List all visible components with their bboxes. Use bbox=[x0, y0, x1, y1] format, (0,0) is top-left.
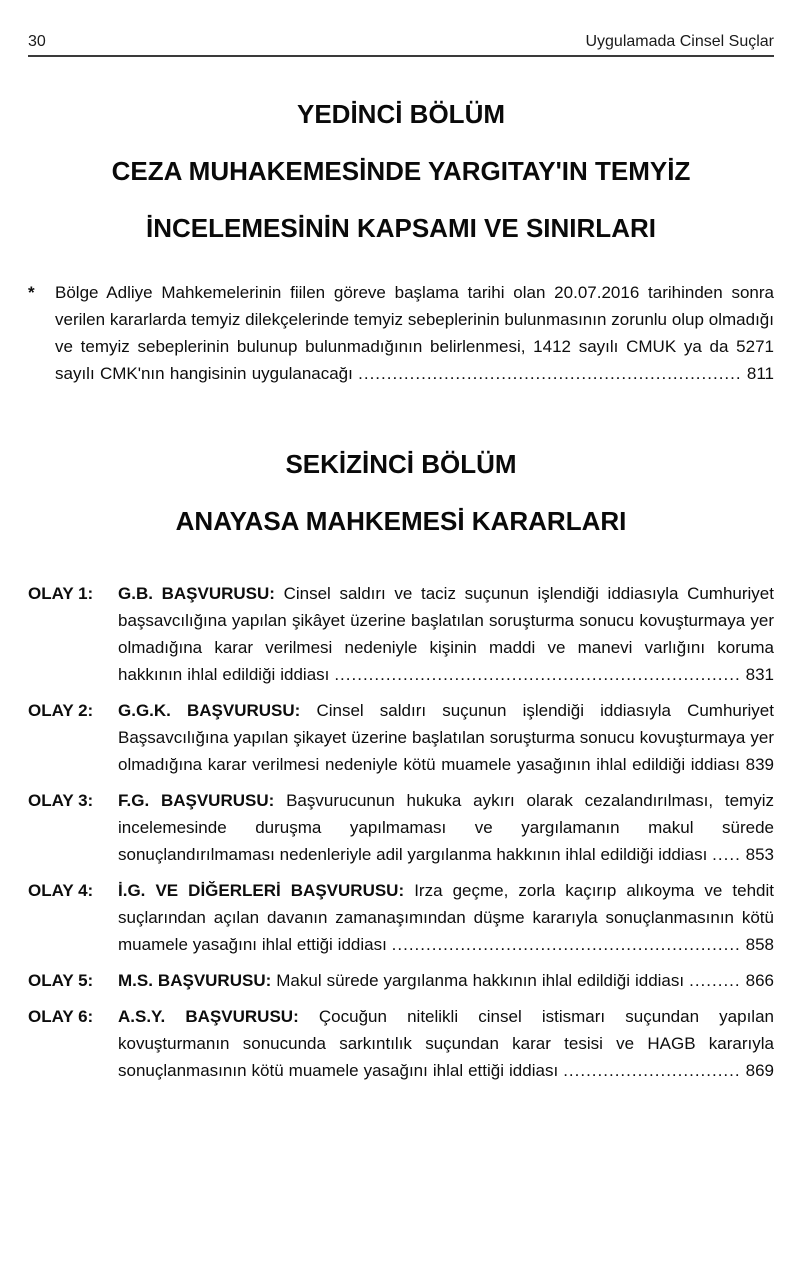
entry-marker: * bbox=[28, 283, 35, 302]
dot-leader: ............................................................. bbox=[391, 935, 741, 954]
chapter-title-line: SEKİZİNCİ BÖLÜM bbox=[285, 449, 517, 479]
entry-page-number: 853 bbox=[745, 845, 774, 864]
entry-lead: A.S.Y. BAŞVURUSU: bbox=[118, 1007, 299, 1026]
entry-page-number: 831 bbox=[745, 665, 774, 684]
entry-body bbox=[118, 697, 774, 778]
dot-leader: ......... bbox=[689, 971, 741, 990]
entry-text: Başvurucunun hukuka aykırı olarak cezalandırılması, temyiz incelemesinde duruşma yapılmaması ve yargılamanın makul sürede sonuçlandırılmaması nedenleriyle adil yargılanma hakkının ihlal edildiği iddiası bbox=[118, 791, 774, 864]
chapter-title-line: ANAYASA MAHKEMESİ KARARLARI bbox=[175, 506, 627, 536]
entry-body bbox=[118, 877, 774, 958]
chapter-title-line: YEDİNCİ BÖLÜM bbox=[297, 99, 505, 129]
chapter-seven-heading bbox=[28, 99, 774, 243]
chapter-eight-toc bbox=[28, 580, 774, 1084]
entry-body bbox=[118, 1003, 774, 1084]
toc-entry bbox=[28, 580, 774, 688]
entry-page-number: 858 bbox=[745, 935, 774, 954]
entry-page-number: 869 bbox=[745, 1061, 774, 1080]
entry-page-number: 839 bbox=[745, 755, 774, 774]
toc-entry bbox=[28, 787, 774, 868]
entry-body bbox=[118, 787, 774, 868]
entry-label: OLAY 6: bbox=[28, 1007, 94, 1026]
entry-label: OLAY 2: bbox=[28, 701, 94, 720]
entry-text: Makul sürede yargılanma hakkının ihlal edildiği iddiası bbox=[276, 971, 685, 990]
toc-entry bbox=[28, 877, 774, 958]
entry-lead: M.S. BAŞVURUSU: bbox=[118, 971, 272, 990]
entry-page-number: 811 bbox=[746, 364, 774, 383]
entry-body bbox=[55, 279, 774, 387]
entry-label: OLAY 1: bbox=[28, 584, 94, 603]
entry-label: OLAY 3: bbox=[28, 791, 94, 810]
dot-leader: ................................................................... bbox=[358, 364, 742, 383]
chapter-eight-heading bbox=[28, 449, 774, 536]
dot-leader: ..... bbox=[712, 845, 741, 864]
chapter-title-line: CEZA MUHAKEMESİNDE YARGITAY'IN TEMYİZ bbox=[111, 156, 691, 186]
entry-label: OLAY 5: bbox=[28, 971, 94, 990]
entry-text: Irza geçme, zorla kaçırıp alıkoyma ve tehdit suçlarından açılan davanın zamanaşımından düşme kararıyla sonuçlanmasının kötü muamele yasağını ihlal ettiği iddiası bbox=[118, 881, 775, 954]
folio-page-number: 30 bbox=[28, 33, 46, 50]
page-header bbox=[28, 32, 774, 52]
entry-label: OLAY 4: bbox=[28, 881, 94, 900]
entry-body bbox=[118, 967, 774, 994]
entry-lead: G.G.K. BAŞVURUSU: bbox=[118, 701, 301, 720]
toc-entry bbox=[28, 279, 774, 387]
toc-entry bbox=[28, 967, 774, 994]
entry-lead: G.B. BAŞVURUSU: bbox=[118, 584, 275, 603]
chapter-title-line: İNCELEMESİNİN KAPSAMI VE SINIRLARI bbox=[146, 213, 656, 243]
running-title: Uygulamada Cinsel Suçlar bbox=[585, 33, 774, 50]
dot-leader: ............................... bbox=[563, 1061, 741, 1080]
header-rule bbox=[28, 55, 774, 57]
entry-text: Cinsel saldırı ve taciz suçunun işlendiği iddiasıyla Cumhuriyet başsavcılığına yapılan şikâyet üzerine başlatılan soruşturma sonucu kovuşturmaya yer olmadığına karar verilmesi nedeniyle kişinin maddi ve manevi varlığını koruma hakkının ihlal edildiği iddiası bbox=[118, 584, 774, 684]
entry-page-number: 866 bbox=[745, 971, 774, 990]
entry-text: Bölge Adliye Mahkemelerinin fiilen göreve başlama tarihi olan 20.07.2016 tarihinden sonra verilen kararlarda temyiz dilekçelerinde temyiz sebeplerinin bulunmasının zorunlu olup olmadığı ve temyiz sebeplerinin bulunup bulunmadığının belirlenmesi, 1412 sayılı CMUK ya da 5271 sayılı CMK'nın hangisinin uygulanacağı bbox=[55, 283, 774, 383]
entry-text: Çocuğun nitelikli cinsel istismarı suçundan yapılan kovuşturmanın sonucunda sarkıntılık suçundan karar tesisi ve HAGB kararıyla sonuçlanmasının kötü muamele yasağını ihlal ettiği iddiası bbox=[118, 1007, 774, 1080]
entry-text: Cinsel saldırı suçunun işlendiği iddiasıyla Cumhuriyet Başsavcılığına yapılan şikayet üzerine başlatılan soruşturma sonucu kovuşturmaya yer olmadığına karar verilmesi nedeniyle kötü muamele yasağının ihlal edildiği iddiası bbox=[118, 701, 774, 774]
entry-lead: F.G. BAŞVURUSU: bbox=[118, 791, 275, 810]
entry-lead: İ.G. VE DİĞERLERİ BAŞVURUSU: bbox=[118, 881, 405, 900]
chapter-seven-toc bbox=[28, 279, 774, 387]
dot-leader: ....................................................................... bbox=[334, 665, 741, 684]
entry-body bbox=[118, 580, 774, 688]
toc-entry bbox=[28, 697, 774, 778]
toc-entry bbox=[28, 1003, 774, 1084]
